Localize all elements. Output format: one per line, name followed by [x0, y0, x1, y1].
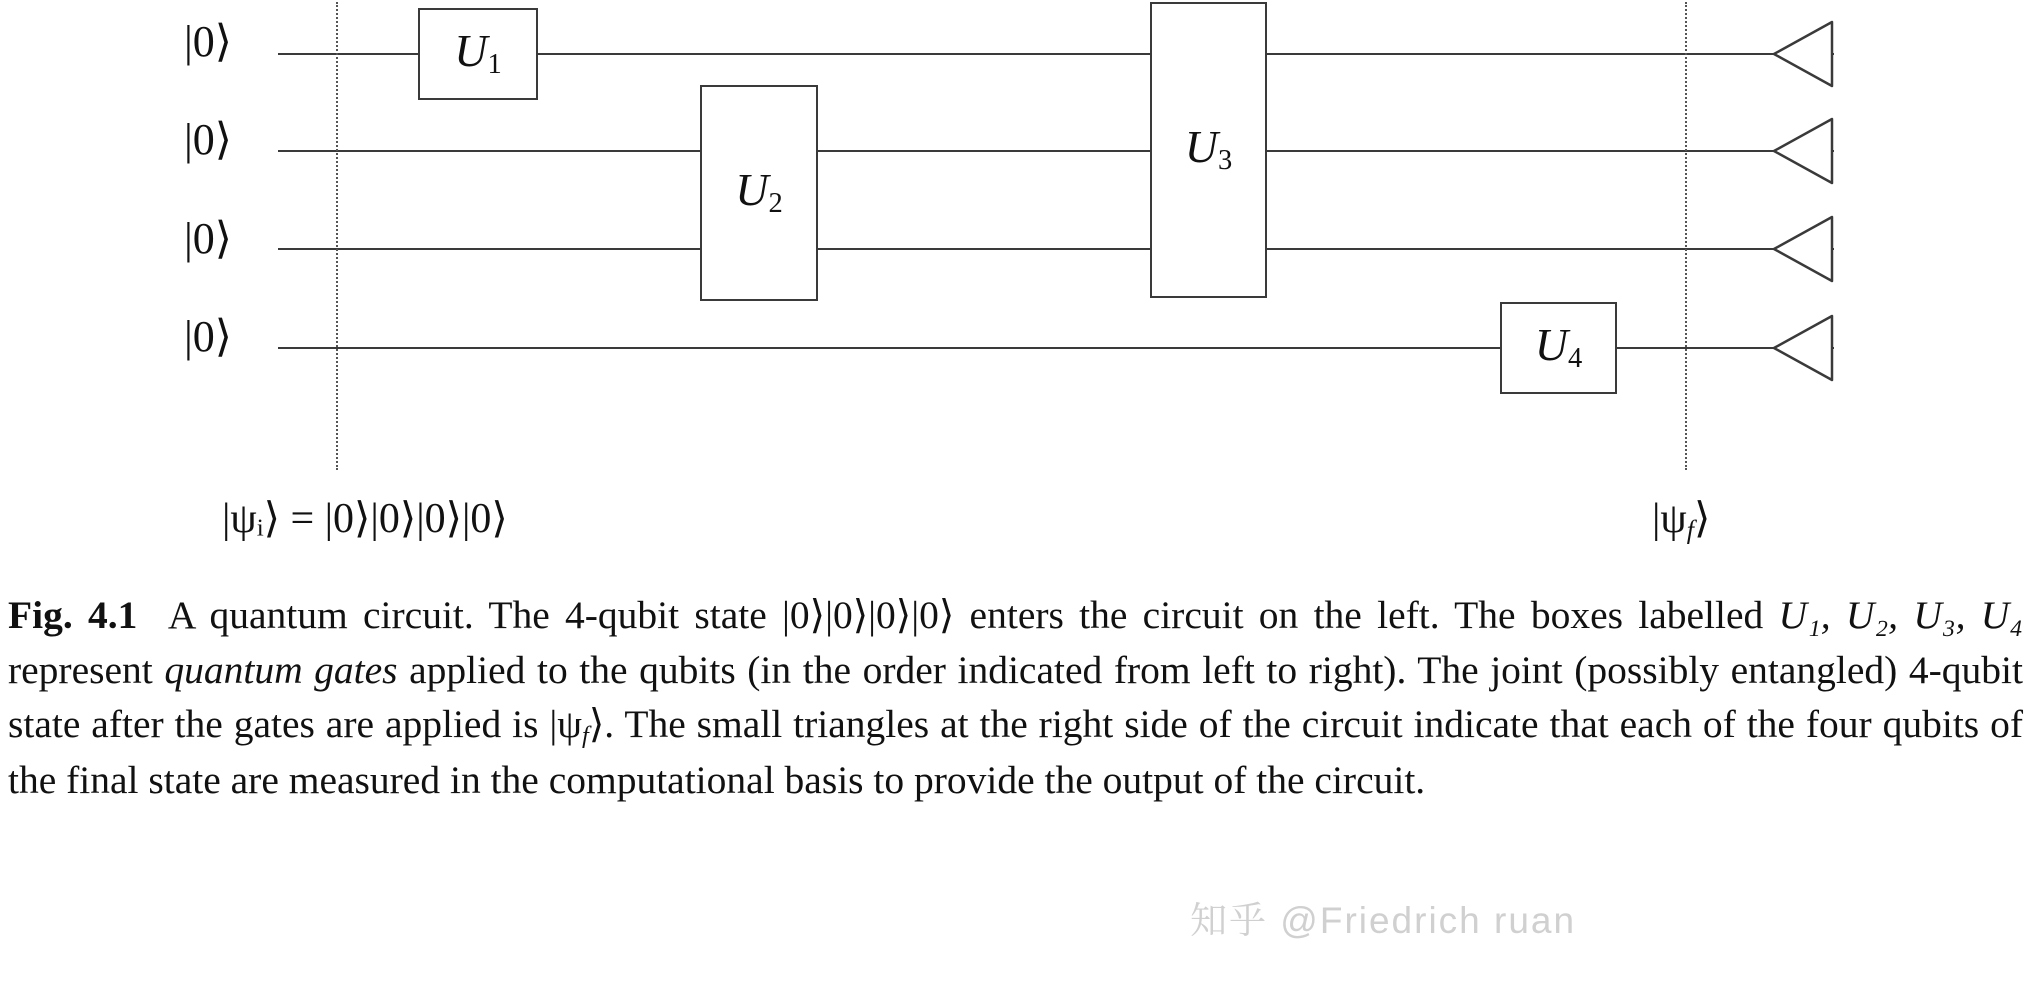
gate-u4-label: $U_4$ [1534, 319, 1583, 375]
figure-caption [0, 588, 2031, 807]
gate-u1 [418, 8, 538, 100]
gate-u4 [1500, 302, 1617, 394]
qubit-input-label-1: |0⟩ [184, 17, 232, 66]
qubit-input-label-4: |0⟩ [184, 312, 232, 361]
initial-state-label: |ψᵢ⟩ = |0⟩|0⟩|0⟩|0⟩ [222, 496, 508, 542]
measurement-triangle-icon-1 [1768, 20, 1836, 93]
caption-gate-list: U₁, U₂, U₃, U₄ [1778, 593, 2023, 637]
measurement-triangle-icon-4 [1768, 314, 1836, 387]
gate-u3 [1150, 2, 1267, 298]
qubit-wire-3 [278, 248, 1834, 250]
caption-text-1: A quantum circuit. The 4-qubit state [167, 593, 783, 637]
caption-text-2: enters the circuit on the left. The boxes labelled [954, 593, 1779, 637]
caption-text-3: represent [8, 647, 165, 692]
watermark-text: 知乎 @Friedrich ruan [1190, 900, 1577, 941]
final-state-marker-line [1685, 2, 1687, 470]
caption-text-4: applied to the qubits (in the order indicated from left to right). The joint (possibly entangled) 4-qubit state after the gates are applied is [8, 647, 2024, 746]
gate-u2 [700, 85, 818, 301]
gate-u1-label: $U_1$ [454, 25, 502, 81]
figure-number: Fig. 4.1 [8, 593, 138, 637]
initial-state-marker-line [336, 2, 338, 470]
measurement-triangle-icon-3 [1768, 215, 1836, 288]
gate-u3-label: $U_3$ [1184, 121, 1233, 177]
measurement-triangle-icon-2 [1768, 117, 1836, 190]
final-state-label: $|\psi_f⟩$ [1652, 496, 1711, 545]
qubit-input-label-2: |0⟩ [184, 115, 232, 164]
qubit-input-label-3: |0⟩ [184, 214, 232, 263]
caption-emphasis: quantum gates [164, 647, 398, 692]
gate-u2-label: $U_2$ [735, 164, 783, 220]
caption-text-5: . The small triangles at the right side of the circuit indicate that each of the four qubits of the final state are measured in the computational basis to provide the output of the circuit. [8, 702, 2023, 802]
caption-output-state: $|\psi_f⟩$ [549, 702, 605, 750]
caption-input-state: |0⟩|0⟩|0⟩|0⟩ [782, 593, 955, 637]
qubit-wire-2 [278, 150, 1834, 152]
